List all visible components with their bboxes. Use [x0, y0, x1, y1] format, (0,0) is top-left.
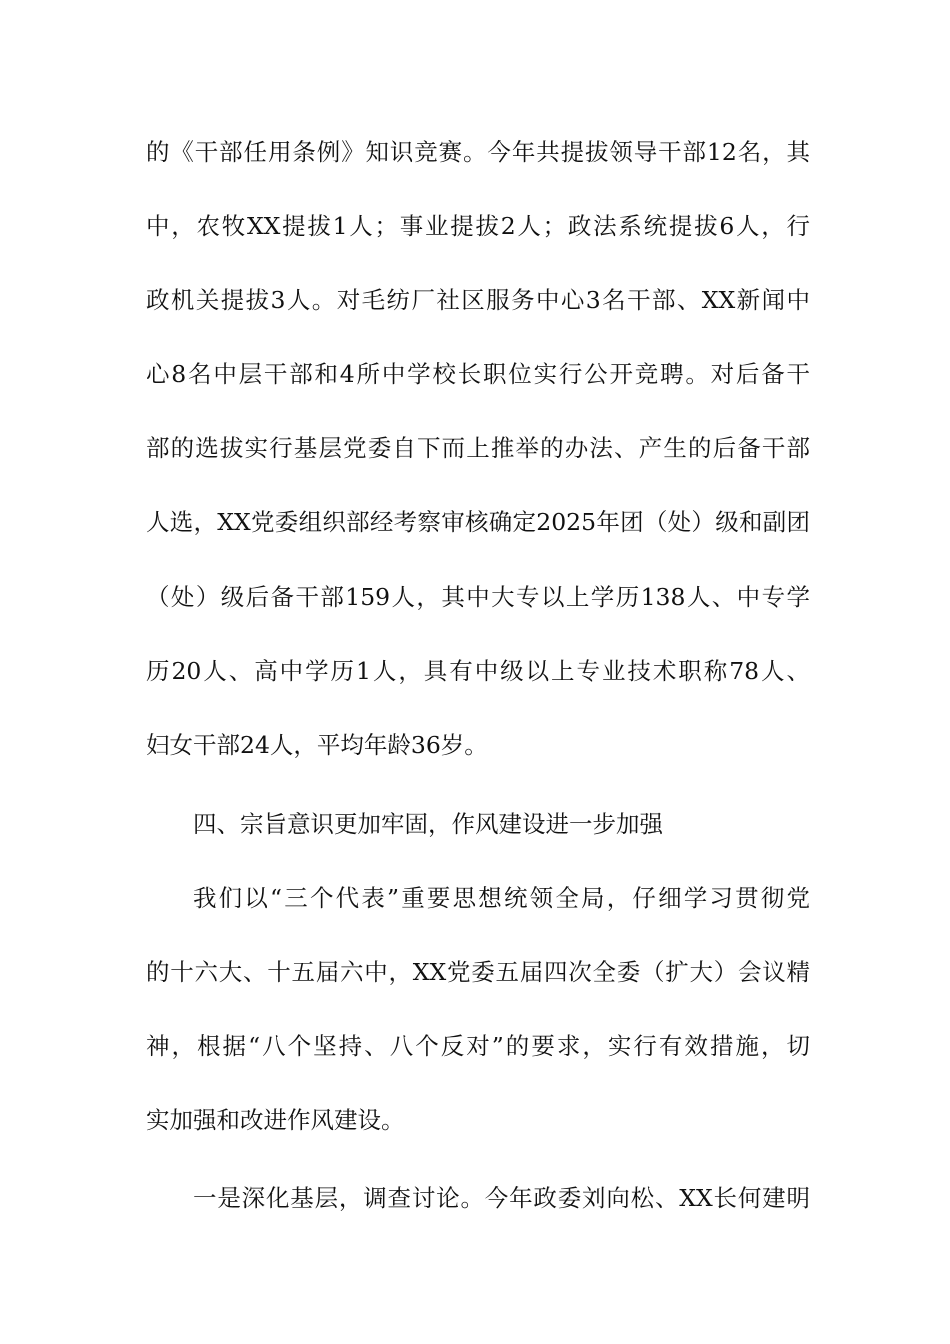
- text-line-7: （处）级后备干部159人，其中大专以上学历138人、中专学: [146, 583, 810, 611]
- text-line-8: 历20人、高中学历1人，具有中级以上专业技术职称78人、: [146, 657, 810, 685]
- text-line-3: 政机关提拔3人。对毛纺厂社区服务中心3名干部、XX新闻中: [146, 286, 810, 314]
- text-line-6: 人选，XX党委组织部经考察审核确定2025年团（处）级和副团: [146, 508, 810, 536]
- text-line-1: 的《干部任用条例》知识竞赛。今年共提拔领导干部12名，其: [146, 138, 810, 166]
- text-line-13: 神，根据“八个坚持、八个反对”的要求，实行有效措施，切: [146, 1032, 810, 1060]
- text-line-14: 实加强和改进作风建设。: [146, 1106, 405, 1134]
- text-line-5: 部的选拔实行基层党委自下而上推举的办法、产生的后备干部: [146, 434, 810, 462]
- text-line-2: 中，农牧XX提拔1人；事业提拔2人；政法系统提拔6人，行: [146, 212, 810, 240]
- text-line-4: 心8名中层干部和4所中学校长职位实行公开竞聘。对后备干: [146, 360, 810, 388]
- text-line-15: 一是深化基层，调查讨论。今年政委刘向松、XX长何建明: [193, 1184, 810, 1212]
- text-line-9: 妇女干部24人，平均年龄36岁。: [146, 731, 488, 759]
- text-line-11: 我们以“三个代表”重要思想统领全局，仔细学习贯彻党: [193, 884, 810, 912]
- text-line-12: 的十六大、十五届六中，XX党委五届四次全委（扩大）会议精: [146, 958, 810, 986]
- section-heading: 四、宗旨意识更加牢固，作风建设进一步加强: [193, 810, 663, 838]
